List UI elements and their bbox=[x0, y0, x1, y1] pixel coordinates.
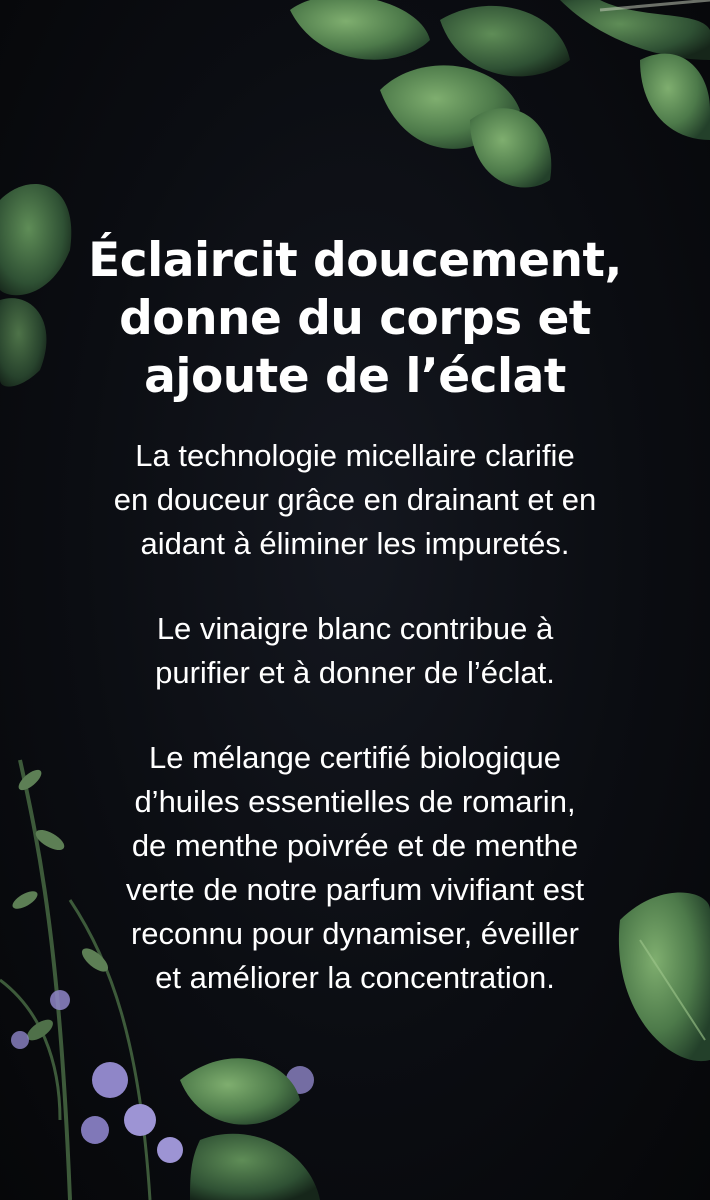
paragraph-micellar: La technologie micellaire clarifie en douceur grâce en drainant et en aidant à éliminer les impuretés. bbox=[113, 438, 597, 561]
mint-leaves-top-icon bbox=[290, 0, 710, 187]
text-content bbox=[0, 232, 710, 1000]
headline: Éclaircit doucement, donne du corps et ajoute de l’éclat bbox=[88, 233, 622, 404]
paragraph-essential-oils: Le mélange certifié biologique d’huiles essentielles de romarin, de menthe poivrée et de menthe verte de notre parfum vivifiant est reconnu pour dynamiser, éveiller et améliorer la concentration. bbox=[125, 740, 585, 995]
paragraph-vinegar: Le vinaigre blanc contribue à purifier et à donner de l’éclat. bbox=[155, 611, 555, 690]
